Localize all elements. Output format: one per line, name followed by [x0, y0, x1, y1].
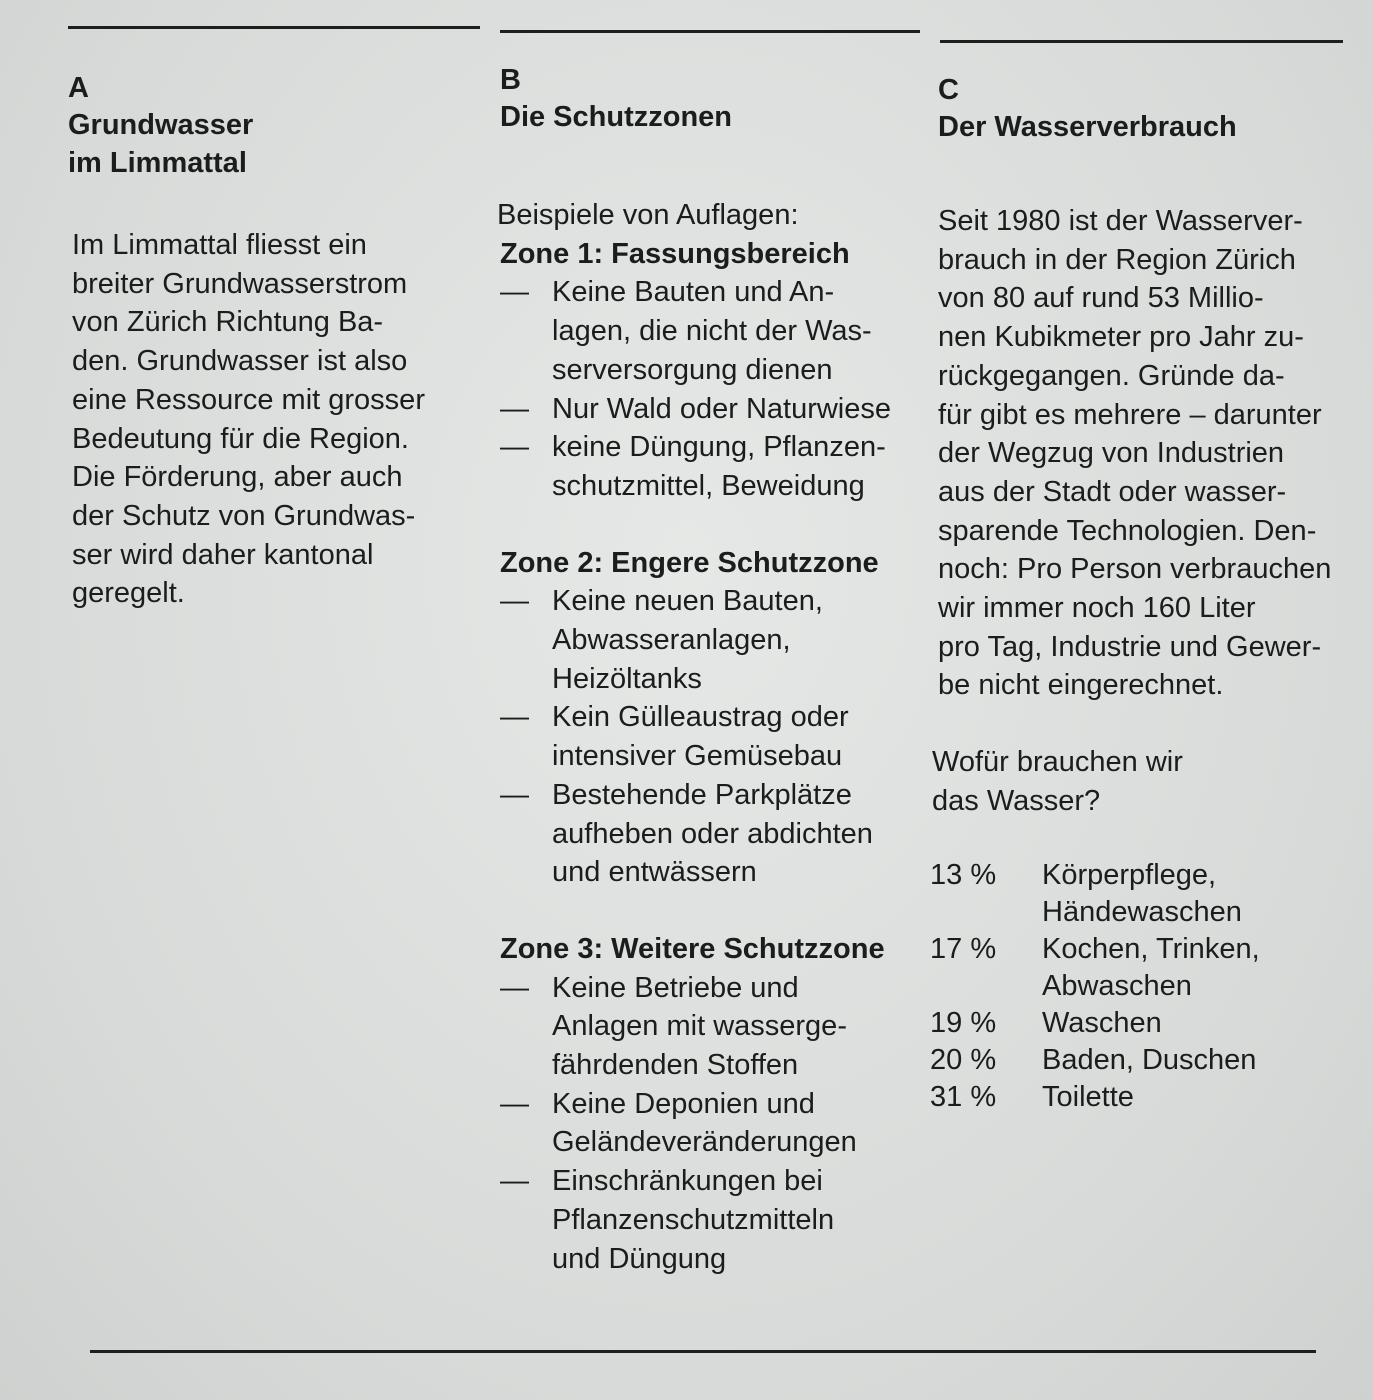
body-line: ser wird daher kantonal: [72, 538, 374, 571]
section-letter: B: [500, 64, 521, 96]
usage-label: [1042, 857, 1242, 931]
item-line: Kein Gülleaustrag oder: [552, 701, 849, 734]
body-line: eine Ressource mit grosser: [72, 383, 425, 416]
usage-label-line: Händewaschen: [1042, 895, 1242, 928]
item-line: und Düngung: [552, 1242, 727, 1275]
section-a: [68, 70, 488, 613]
dash-bullet: —: [500, 971, 529, 1004]
zone-item: [500, 390, 930, 429]
top-rule-a: [68, 26, 480, 29]
body-line: aus der Stadt oder wasser-: [938, 475, 1287, 508]
question-line: das Wasser?: [932, 784, 1101, 817]
item-line: Keine Bauten und An-: [552, 276, 835, 309]
zone-item: [500, 698, 930, 775]
section-b: [497, 62, 930, 1278]
body-line: Seit 1980 ist der Wasserver-: [938, 205, 1303, 237]
usage-label-line: Kochen, Trinken,: [1042, 932, 1260, 965]
dash-bullet: —: [500, 778, 529, 811]
intro-line: Beispiele von Auflagen:: [497, 199, 799, 231]
section-c: [930, 72, 1348, 1116]
section-letter: C: [938, 74, 959, 106]
usage-row: [930, 1079, 1348, 1116]
item-line: Geländeveränderungen: [552, 1126, 857, 1159]
usage-row: [930, 857, 1348, 931]
usage-label: [1042, 931, 1260, 1005]
zone-item: [500, 1162, 930, 1278]
usage-question: [932, 743, 1348, 820]
body-line: brauch in der Region Zürich: [938, 243, 1296, 276]
section-letter: A: [68, 72, 89, 104]
zone-item: [500, 582, 930, 698]
usage-percent: 20 %: [930, 1043, 997, 1076]
usage-label: [1042, 1005, 1162, 1042]
usage-percent: 17 %: [930, 932, 997, 965]
usage-label-line: Körperpflege,: [1042, 858, 1217, 891]
body-line: der Schutz von Grundwas-: [72, 499, 416, 532]
dash-bullet: —: [500, 701, 529, 734]
zone-3: [500, 930, 930, 1278]
item-line: Pflanzenschutzmitteln: [552, 1203, 835, 1236]
zone-heading: Zone 1: Fassungsbereich: [500, 237, 850, 270]
body-line: Die Förderung, aber auch: [72, 461, 403, 494]
item-line: Abwasseranlagen,: [552, 624, 791, 657]
zone-heading: Zone 2: Engere Schutzzone: [500, 546, 879, 579]
zone-2: [500, 544, 930, 892]
section-body: [938, 202, 1348, 705]
dash-bullet: —: [500, 585, 529, 618]
usage-percent: 31 %: [930, 1080, 997, 1113]
section-body: [68, 226, 488, 613]
zone-1: [500, 235, 930, 506]
section-title-line: im Limmattal: [68, 147, 247, 179]
body-line: von 80 auf rund 53 Millio-: [938, 282, 1264, 315]
zone-item: [500, 969, 930, 1085]
section-title-line: Der Wasserverbrauch: [938, 111, 1237, 143]
dash-bullet: —: [500, 1165, 529, 1198]
body-line: nen Kubikmeter pro Jahr zu-: [938, 321, 1304, 354]
zone-heading: Zone 3: Weitere Schutzzone: [500, 932, 885, 965]
usage-row: [930, 931, 1348, 1005]
usage-label-line: Waschen: [1042, 1006, 1162, 1039]
dash-bullet: —: [500, 392, 529, 425]
dash-bullet: —: [500, 276, 529, 309]
usage-label-line: Abwaschen: [1042, 969, 1192, 1002]
dash-bullet: —: [500, 1087, 529, 1120]
body-line: für gibt es mehrere – darunter: [938, 398, 1322, 431]
item-line: Keine Deponien und: [552, 1087, 815, 1120]
body-line: be nicht eingerechnet.: [938, 669, 1224, 702]
bottom-rule: [90, 1350, 1316, 1353]
usage-row: [930, 1042, 1348, 1079]
item-line: Keine neuen Bauten,: [552, 585, 823, 618]
item-line: keine Düngung, Pflanzen-: [552, 431, 886, 464]
usage-label-line: Toilette: [1042, 1080, 1134, 1113]
body-line: breiter Grundwasserstrom: [72, 267, 408, 300]
item-line: Anlagen mit wasserge-: [552, 1010, 847, 1043]
item-line: Bestehende Parkplätze: [552, 778, 852, 811]
zone-item: [500, 273, 930, 389]
item-line: aufheben oder abdichten: [552, 817, 873, 850]
zone-item: [500, 776, 930, 892]
item-line: Heizöltanks: [552, 662, 702, 695]
body-line: geregelt.: [72, 577, 185, 610]
usage-percent: 13 %: [930, 858, 997, 891]
body-line: Im Limmattal fliesst ein: [72, 229, 367, 261]
usage-table: [930, 857, 1348, 1116]
item-line: intensiver Gemüsebau: [552, 740, 843, 773]
zone-item: [500, 1085, 930, 1162]
usage-percent: 19 %: [930, 1006, 997, 1039]
usage-label: [1042, 1079, 1134, 1116]
top-rule-c: [940, 40, 1343, 43]
body-line: wir immer noch 160 Liter: [938, 592, 1256, 625]
body-line: noch: Pro Person verbrauchen: [938, 553, 1332, 586]
usage-row: [930, 1005, 1348, 1042]
dash-bullet: —: [500, 431, 529, 464]
usage-label-line: Baden, Duschen: [1042, 1043, 1257, 1076]
zone-item: [500, 428, 930, 505]
section-title-line: Die Schutzzonen: [500, 101, 733, 133]
item-line: serversorgung dienen: [552, 353, 833, 386]
body-line: den. Grundwasser ist also: [72, 345, 408, 378]
question-line: Wofür brauchen wir: [932, 746, 1183, 779]
body-line: der Wegzug von Industrien: [938, 437, 1285, 470]
body-line: pro Tag, Industrie und Gewer-: [938, 630, 1322, 663]
item-line: schutzmittel, Beweidung: [552, 469, 865, 502]
body-line: rückgegangen. Gründe da-: [938, 359, 1285, 392]
item-line: und entwässern: [552, 856, 757, 889]
body-line: sparende Technologien. Den-: [938, 514, 1317, 547]
item-line: Einschränkungen bei: [552, 1165, 823, 1198]
body-line: von Zürich Richtung Ba-: [72, 306, 384, 339]
item-line: Nur Wald oder Naturwiese: [552, 392, 891, 425]
usage-label: [1042, 1042, 1256, 1079]
top-rule-b: [500, 30, 920, 33]
body-line: Bedeutung für die Region.: [72, 422, 409, 455]
item-line: lagen, die nicht der Was-: [552, 315, 872, 348]
section-title-line: Grundwasser: [68, 109, 254, 141]
item-line: Keine Betriebe und: [552, 971, 799, 1004]
item-line: fährdenden Stoffen: [552, 1049, 799, 1082]
